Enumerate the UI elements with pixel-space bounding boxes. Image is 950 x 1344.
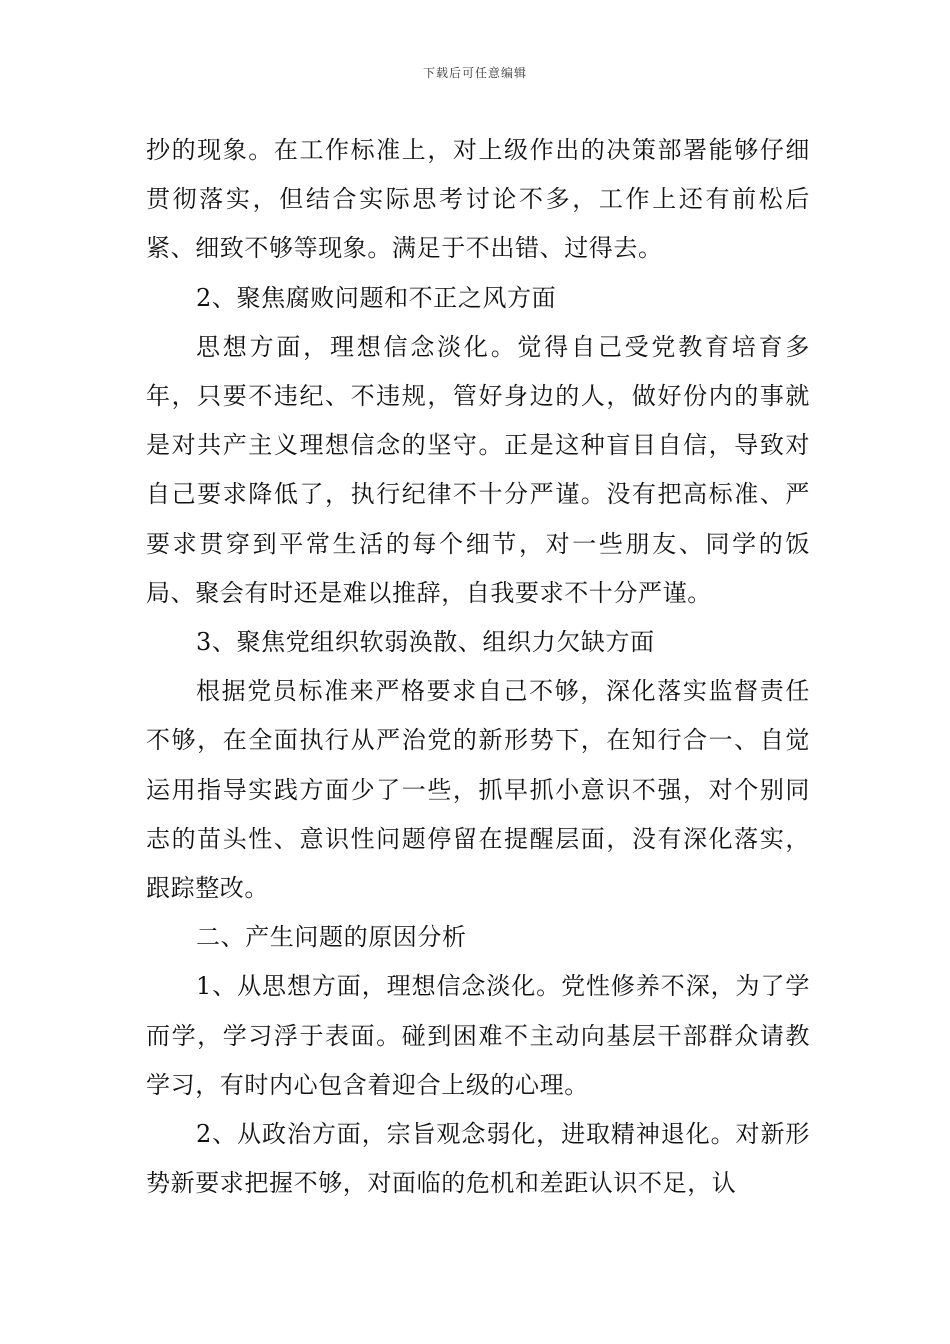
- section-heading-cause-analysis: 二、产生问题的原因分析: [196, 923, 467, 952]
- document-body: [146, 126, 810, 1208]
- paragraph-political-aspect: 2、从政治方面，宗旨观念弱化，进取精神退化。对新形势新要求把握不够，对面临的危机和差距认识不足，认: [146, 1120, 810, 1198]
- paragraph-ideology: 思想方面，理想信念淡化。觉得自己受党教育培育多年，只要不违纪、不违规，管好身边的人，做好份内的事就是对共产主义理想信念的坚守。正是这种盲目自信，导致对自己要求降低了，执行纪律不十分严谨。没有把高标准、严要求贯穿到平常生活的每个细节，对一些朋友、同学的饭局、聚会有时还是难以推辞，自我要求不十分严谨。: [146, 332, 810, 607]
- paragraph-continuation: 抄的现象。在工作标准上，对上级作出的决策部署能够仔细贯彻落实，但结合实际思考讨论不多，工作上还有前松后紧、细致不够等现象。满足于不出错、过得去。: [146, 136, 810, 263]
- paragraph-party-standards: 根据党员标准来严格要求自己不够，深化落实监督责任不够，在全面执行从严治党的新形势下，在知行合一、自觉运用指导实践方面少了一些，抓早抓小意识不强，对个别同志的苗头性、意识性问题停留在提醒层面，没有深化落实，跟踪整改。: [146, 677, 810, 903]
- paragraph-thought-aspect: 1、从思想方面，理想信念淡化。党性修养不深，为了学而学，学习浮于表面。碰到困难不主动向基层干部群众请教学习，有时内心包含着迎合上级的心理。: [146, 972, 810, 1099]
- section-heading-organization: 3、聚焦党组织软弱涣散、组织力欠缺方面: [196, 628, 655, 657]
- page-header: 下载后可任意编辑: [422, 66, 527, 80]
- section-heading-corruption: 2、聚焦腐败问题和不正之风方面: [196, 283, 557, 312]
